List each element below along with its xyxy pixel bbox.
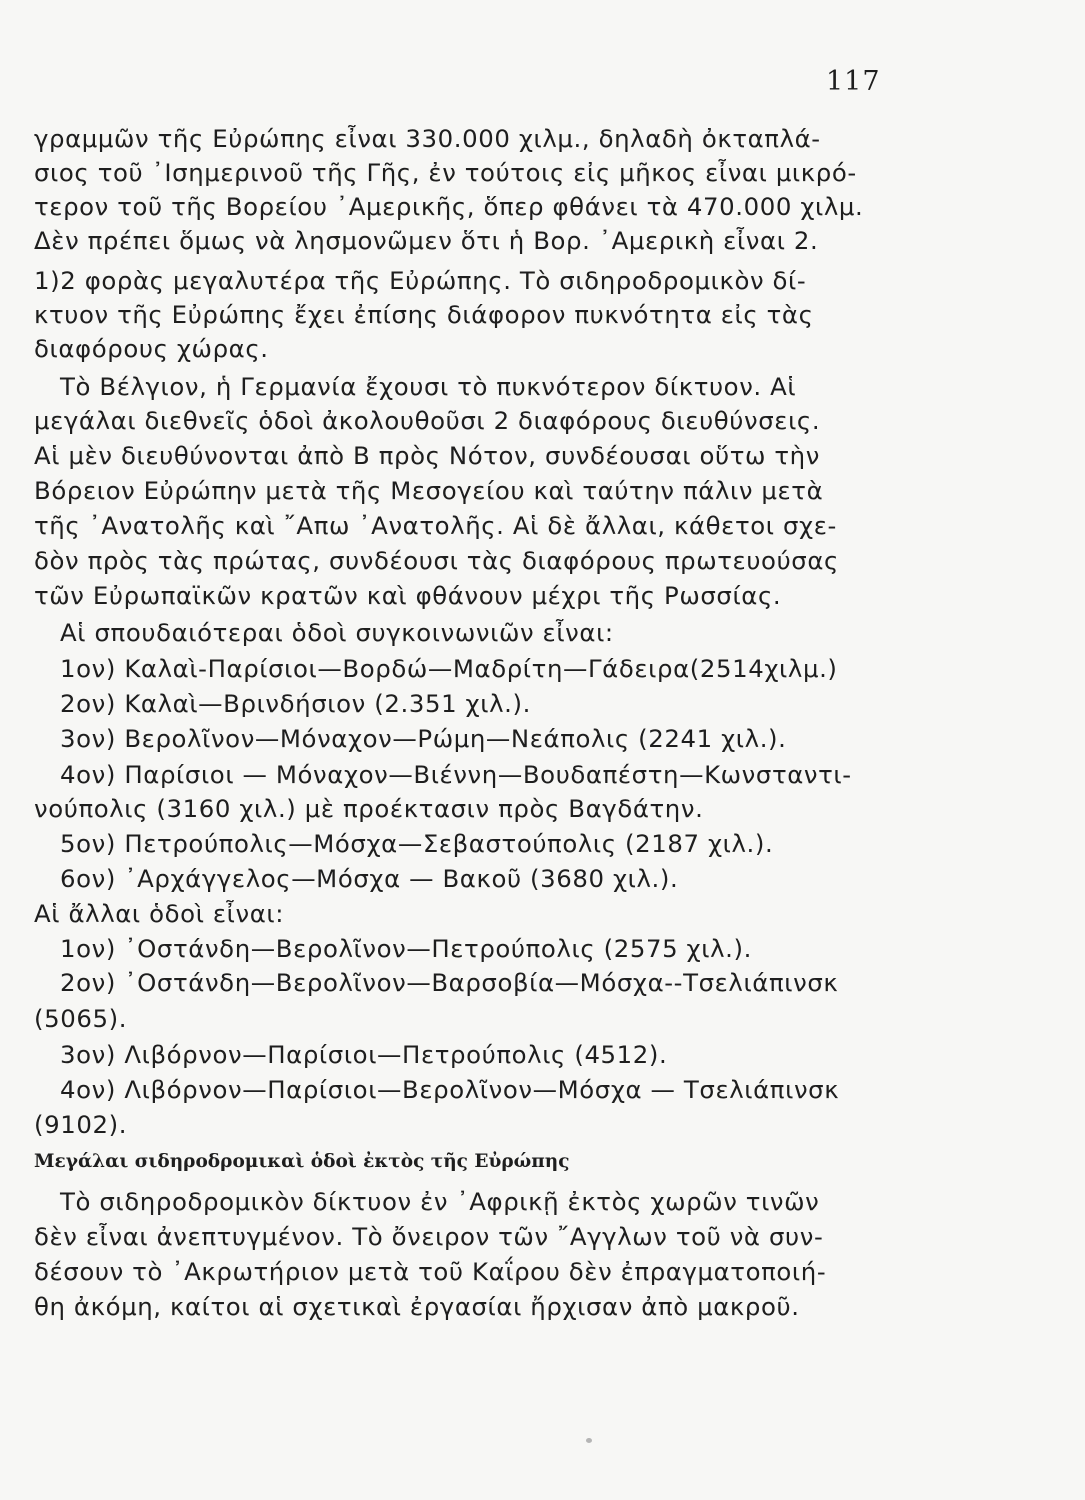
text-line: Τὸ Βέλγιον, ἡ Γερμανία ἔχουσι τὸ πυκνότερον δίκτυον. Αἱ — [60, 372, 797, 401]
text-line: Αἱ ἄλλαι ὁδοὶ εἶναι: — [34, 899, 285, 928]
route-list-item-continued: (9102). — [34, 1110, 128, 1139]
text-line: Δὲν πρέπει ὅμως νὰ λησμονῶμεν ὅτι ἡ Βορ. ᾿Αμερικὴ εἶναι 2. — [34, 226, 819, 255]
text-line: τερον τοῦ τῆς Βορείου ᾿Αμερικῆς, ὅπερ φθάνει τὰ 470.000 χιλμ. — [34, 192, 864, 221]
text-line: θη ἀκόμη, καίτοι αἱ σχετικαὶ ἐργασίαι ἤρχισαν ἀπὸ μακροῦ. — [34, 1292, 800, 1321]
route-list-item: 4ον) Λιβόρνον—Παρίσιοι—Βερολῖνον—Μόσχα — Τσελιάπινσκ — [60, 1075, 840, 1104]
route-list-item: 5ον) Πετρούπολις—Μόσχα—Σεβαστούπολις (2187 χιλ.). — [60, 829, 774, 858]
route-list-item: 2ον) Καλαὶ—Βρινδήσιον (2.351 χιλ.). — [60, 689, 531, 718]
section-heading: Μεγάλαι σιδηροδρομικαὶ ὁδοὶ ἐκτὸς τῆς Εὐρώπης — [34, 1151, 570, 1172]
text-line: δὲν εἶναι ἀνεπτυγμένον. Τὸ ὄνειρον τῶν ῎Αγγλων τοῦ νὰ συν- — [34, 1222, 824, 1251]
text-line: Αἱ μὲν διευθύνονται ἀπὸ Β πρὸς Νότον, συνδέουσαι οὕτω τὴν — [34, 441, 820, 470]
route-list-item-continued: νούπολις (3160 χιλ.) μὲ προέκτασιν πρὸς Βαγδάτην. — [34, 794, 704, 823]
route-list-item: 1ον) ᾿Οστάνδη—Βερολῖνον—Πετρούπολις (2575 χιλ.). — [60, 934, 752, 963]
text-line: σιος τοῦ ᾿Ισημερινοῦ τῆς Γῆς, ἐν τούτοις εἰς μῆκος εἶναι μικρό- — [34, 158, 857, 187]
text-line: Βόρειον Εὐρώπην μετὰ τῆς Μεσογείου καὶ ταύτην πάλιν μετὰ — [34, 476, 824, 505]
text-line: τῆς ᾿Ανατολῆς καὶ ῎Απω ᾿Ανατολῆς. Αἱ δὲ ἄλλαι, κάθετοι σχε- — [34, 511, 837, 540]
text-line: Τὸ σιδηροδρομικὸν δίκτυον ἐν ᾿Αφρικῇ ἐκτὸς χωρῶν τινῶν — [60, 1187, 820, 1216]
text-line: διαφόρους χώρας. — [34, 334, 269, 363]
route-list-item: 2ον) ᾿Οστάνδη—Βερολῖνον—Βαρσοβία—Μόσχα--Τσελιάπινσκ — [60, 968, 839, 997]
text-line: 1)2 φορὰς μεγαλυτέρα τῆς Εὐρώπης. Τὸ σιδηροδρομικὸν δί- — [34, 266, 807, 295]
text-line: τῶν Εὐρωπαϊκῶν κρατῶν καὶ φθάνουν μέχρι τῆς Ρωσσίας. — [34, 581, 782, 610]
paper-speck — [586, 1438, 592, 1443]
route-list-item: 4ον) Παρίσιοι — Μόναχον—Βιέννη—Βουδαπέστη—Κωνσταντι- — [60, 760, 852, 789]
route-list-item: 6ον) ᾿Αρχάγγελος—Μόσχα — Βακοῦ (3680 χιλ.). — [60, 864, 679, 893]
text-line: δὸν πρὸς τὰς πρώτας, συνδέουσι τὰς διαφόρους πρωτευούσας — [34, 546, 839, 575]
text-line: μεγάλαι διεθνεῖς ὁδοὶ ἀκολουθοῦσι 2 διαφόρους διευθύνσεις. — [34, 406, 821, 435]
page-number: 117 — [826, 66, 881, 97]
text-line: κτυον τῆς Εὐρώπης ἔχει ἐπίσης διάφορον πυκνότητα εἰς τὰς — [34, 300, 814, 329]
route-list-item: 3ον) Βερολῖνον—Μόναχον—Ρώμη—Νεάπολις (2241 χιλ.). — [60, 724, 787, 753]
route-list-item: 1ον) Καλαὶ-Παρίσιοι—Βορδώ—Μαδρίτη—Γάδειρα(2514χιλμ.) — [60, 654, 838, 683]
route-list-item: 3ον) Λιβόρνον—Παρίσιοι—Πετρούπολις (4512). — [60, 1040, 668, 1069]
text-line: Αἱ σπουδαιότεραι ὁδοὶ συγκοινωνιῶν εἶναι: — [60, 618, 614, 647]
text-line: δέσουν τὸ ᾿Ακρωτήριον μετὰ τοῦ Καΐρου δὲν ἐπραγματοποιή- — [34, 1257, 827, 1286]
route-list-item-continued: (5065). — [34, 1004, 128, 1033]
text-line: γραμμῶν τῆς Εὐρώπης εἶναι 330.000 χιλμ., δηλαδὴ ὀκταπλά- — [34, 124, 821, 153]
